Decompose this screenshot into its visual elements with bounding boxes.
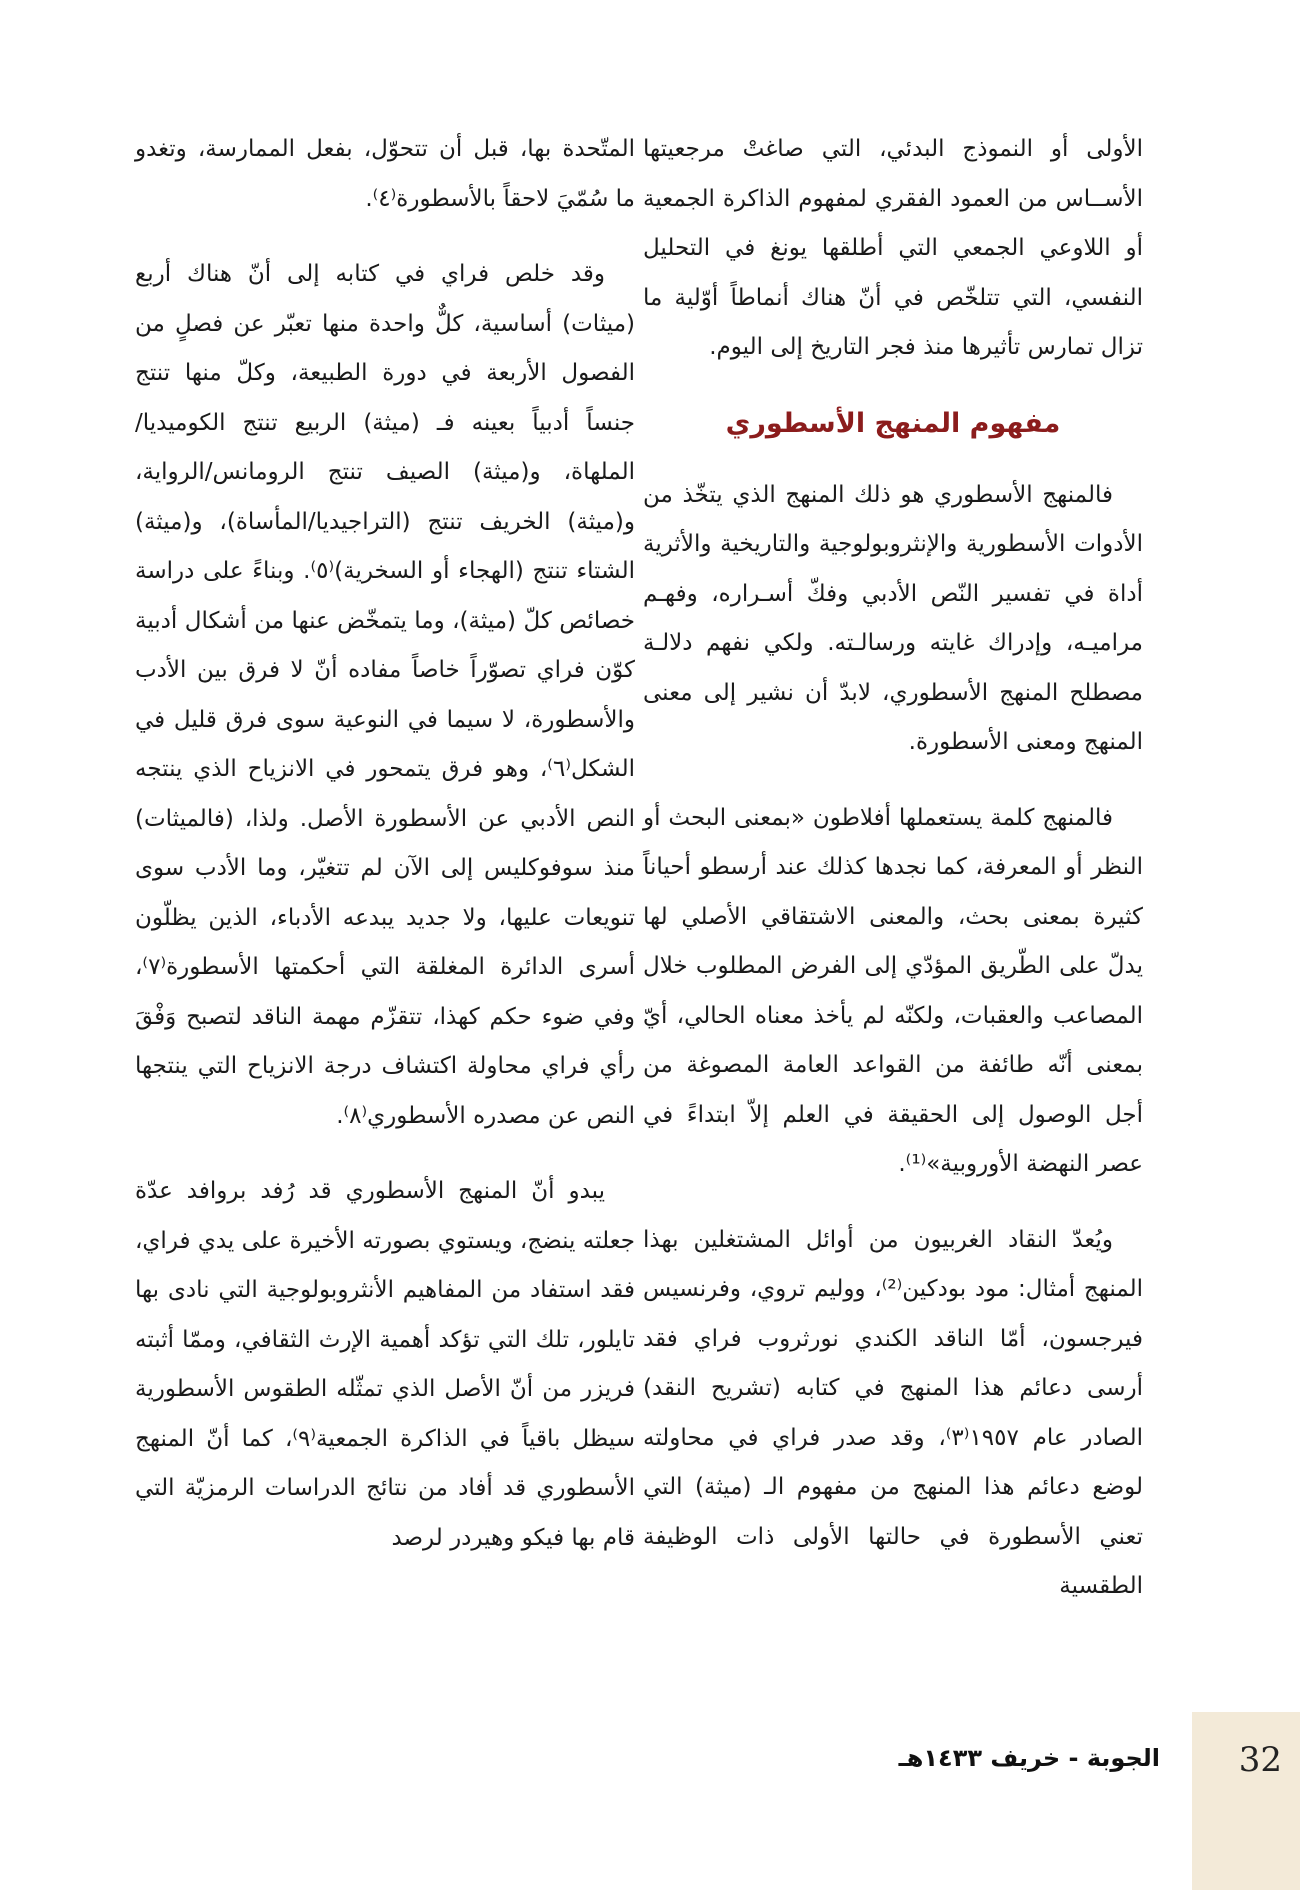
page-number: 32 (1238, 1740, 1282, 1780)
footer-band (1192, 1712, 1300, 1890)
paragraph: المتّحدة بها، قبل أن تتحوّل، بفعل الممارسة، وتغدو ما سُمّيَ لاحقاً بالأسطورة⁽٤⁾. (135, 136, 635, 212)
paragraph: يبدو أنّ المنهج الأسطوري قد رُفد بروافد عدّة جعلته ينضج، ويستوي بصورته الأخيرة على يدي فراي، فقد استفاد من المفاهيم الأنثروبولوجية التي نادى بها تايلور، تلك التي تؤكد أهمية الإرث الثقافي، وممّا أثبته فريزر من أنّ الأصل الذي تمثّله الطقوس الأسطورية سيظل باقياً في الذاكرة الجمعية⁽٩⁾، كما أنّ المنهج الأسطوري قد أفاد من نتائج الدراسات الرمزيّة التي قام بها فيكو وهيردر لرصد (135, 1178, 635, 1551)
paragraph: وقد خلص فراي في كتابه إلى أنّ هناك أربع (ميثات) أساسية، كلٌّ واحدة منها تعبّر عن فصلٍ من الفصول الأربعة في دورة الطبيعة، وكلّ منها تنتج جنساً أدبياً بعينه فـ (ميثة) الربيع تنتج الكوميديا/الملهاة، و(ميثة) الصيف تنتج الرومانس/الرواية، و(ميثة) الخريف تنتج (التراجيديا/المأساة)، و(ميثة) الشتاء تنتج (الهجاء أو السخرية)⁽٥⁾. وبناءً على دراسة خصائص كلّ (ميثة)، وما يتمخّض عنها من أشكال أدبية كوّن فراي تصوّراً خاصاً مفاده أنّ لا فرق بين الأدب والأسطورة، لا سيما في النوعية سوى فرق قليل في الشكل⁽٦⁾، وهو فرق يتمحور في الانزياح الذي ينتجه النص الأدبي عن الأسطورة الأصل. ولذا، (فالميثات) منذ سوفوكليس إلى الآن لم تتغيّر، وما الأدب سوى تنويعات عليها، ولا جديد يبدعه الأدباء، الذين يظلّون أسرى الدائرة المغلقة التي أحكمتها الأسطورة⁽٧⁾، وفي ضوء حكم كهذا، تتقزّم مهمة الناقد لتصبح وَفْقَ رأي فراي محاولة اكتشاف درجة الانزياح التي ينتجها النص عن مصدره الأسطوري⁽٨⁾. (135, 261, 635, 1129)
running-title: الجوبة - خريف ١٤٣٣هـ (898, 1744, 1160, 1772)
right-column (643, 125, 1143, 1638)
paragraph: الأولى أو النموذج البدئي، التي صاغتْ مرجعيتها الأســاس من العمود الفقري لمفهوم الذاكرة الجمعية أو اللاوعي الجمعي التي أطلقها يونغ في التحليل النفسي، التي تتلخّص في أنّ هناك أنماطاً أوّلية ما تزال تمارس تأثيرها منذ فجر التاريخ إلى اليوم. (643, 136, 1143, 360)
section-heading: مفهوم المنهج الأسطوري (725, 407, 1061, 439)
left-column (135, 125, 635, 1589)
paragraph: فالمنهج الأسطوري هو ذلك المنهج الذي يتخّذ من الأدوات الأسطورية والإنثروبولوجية والتاريخية والأثرية أداة في تفسير النّص الأدبي وفكّ أسـراره، وفهـم مراميـه، وإدراك غايته ورسالـته. ولكي نفهم دلالـة مصطلح المنهج الأسطوري، لابدّ أن نشير إلى معنى المنهج ومعنى الأسطورة. (643, 481, 1143, 755)
paragraph: فالمنهج كلمة يستعملها أفلاطون «بمعنى البحث أو النظر أو المعرفة، كما نجدها كذلك عند أرسطو أحياناً كثيرة بمعنى بحث، والمعنى الاشتقاقي الأصلي لها يدلّ على الطّريق المؤدّي إلى الفرض المطلوب خلال المصاعب والعقبات، ولكنّه لم يأخذ معناه الحالي، أيّ بمعنى أنّه طائفة من القواعد العامة المصوغة من أجل الوصول إلى الحقيقة في العلم إلاّ ابتداءً في عصر النهضة الأوروبية»⁽¹⁾. (643, 804, 1143, 1177)
paragraph: ويُعدّ النقاد الغربيون من أوائل المشتغلين بهذا المنهج أمثال: مود بودكين⁽²⁾، ووليم تروي، وفرنسيس فيرجسون، أمّا الناقد الكندي نورثروب فراي فقد أرسى دعائم هذا المنهج في كتابه (تشريح النقد) الصادر عام ١٩٥٧⁽٣⁾، وقد صدر فراي في محاولته لوضع دعائم هذا المنهج من مفهوم الـ (ميثة) التي تعني الأسطورة في حالتها الأولى ذات الوظيفة الطقسية (643, 1226, 1143, 1599)
